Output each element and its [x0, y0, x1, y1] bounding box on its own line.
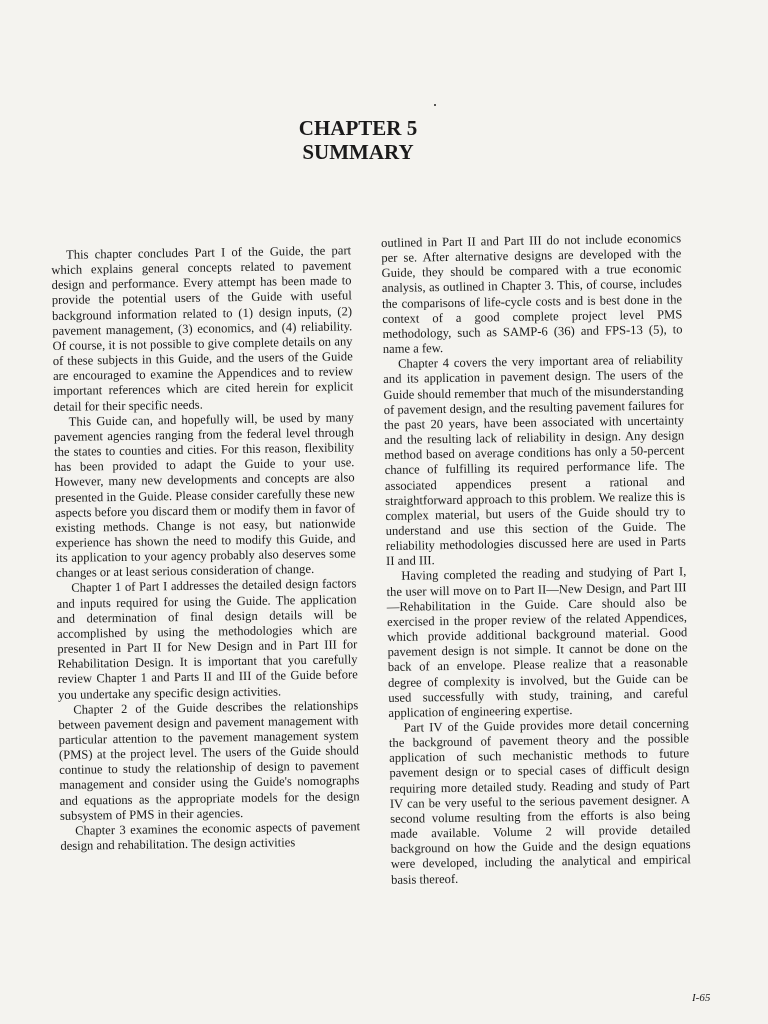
chapter-heading: [0, 116, 716, 164]
page-number: I-65: [692, 992, 711, 1004]
paragraph: Having completed the reading and studying of Part I, the user will move on to Part II—New Design, and Part III—Rehabilitation in the Guide. Care should also be exercised in the proper review of the related Appendices, which provide additional background material. Good pavement design is not simple. It cannot be done on the back of an envelope. Please realize that a reasonable degree of complexity is involved, but the Guide can be used successfully with study, training, and careful application of engineering expertise.: [386, 564, 689, 720]
paragraph: This Guide can, and hopefully will, be used by many pavement agencies ranging from the federal level through the states to counties and cities. For this reason, flexibility has been provided to adapt the Guide to your use. However, many new developments and concepts are also presented in the Guide. Please consider carefully these new aspects before you discard them or modify them in favor of existing methods. Change is not easy, but nationwide experience has shown the need to modify this Guide, and its application to your agency probably also deserves some changes or at least serious consideration of change.: [53, 409, 356, 581]
left-column: [51, 243, 360, 854]
paragraph: Chapter 4 covers the very important area of reliability and its application in pavement design. The users of the Guide should remember that much of the misunderstanding of pavement design, and the resulting pavement failures for the past 20 years, have been associated with uncertainty and the resulting lack of reliability in design. Any design method based on average conditions has only a 50-percent chance of fulfilling its required performance life. The associated appendices present a rational and straightforward approach to this problem. We realize this is complex material, but users of the Guide should try to understand and use this section of the Guide. The reliability methodologies discussed here are used in Parts II and III.: [383, 352, 686, 569]
print-speck: [434, 104, 436, 106]
paragraph: This chapter concludes Part I of the Guide, the part which explains general concepts related to pavement design and performance. Every attempt has been made to provide the potential users of the Guide with useful background information related to (1) design inputs, (2) pavement management, (3) economics, and (4) reliability. Of course, it is not possible to give complete details on any of these subjects in this Guide, and the users of the Guide are encouraged to examine the Appendices and to review important references which are cited herein for explicit detail for their specific needs.: [51, 243, 354, 414]
chapter-title: SUMMARY: [302, 140, 414, 164]
paragraph: Chapter 1 of Part I addresses the detailed design factors and inputs required for using the Guide. The application and determination of final design details will be accomplished by using the methodologies which are presented in Part II for New Design and in Part III for Rehabilitation Design. It is important that you carefully review Chapter 1 and Parts II and III of the Guide before you undertake any specific design activities.: [56, 576, 358, 702]
paragraph: Part IV of the Guide provides more detail concerning the background of pavement theory and the possible application of such mechanistic methods to future pavement design or to special cases of difficult design requiring more detailed study. Reading and study of Part IV can be very useful to the serious pavement designer. A second volume resulting from the efforts is also being made available. Volume 2 will provide detailed background on how the Guide and the design equations were developed, including the analytical and empirical basis thereof.: [388, 716, 691, 887]
chapter-number: CHAPTER 5: [298, 116, 418, 140]
right-column: [381, 231, 691, 887]
paragraph: Chapter 3 examines the economic aspects of pavement design and rehabilitation. The design activities: [60, 819, 361, 854]
paragraph: Chapter 2 of the Guide describes the relationships between pavement design and pavement management with particular attention to the pavement management system (PMS) at the project level. The users of the Guide should continue to study the relationship of design to pavement management and consider using the Guide's nomographs and equations as the appropriate models for the design subsystem of PMS in their agencies.: [58, 697, 360, 823]
paragraph: outlined in Part II and Part III do not include economics per se. After alternative designs are developed with the Guide, they should be compared with a true economic analysis, as outlined in Chapter 3. This, of course, includes the comparisons of life-cycle costs and is best done in the context of a good complete project level PMS methodology, such as SAMP-6 (36) and FPS-13 (5), to name a few.: [381, 231, 683, 357]
